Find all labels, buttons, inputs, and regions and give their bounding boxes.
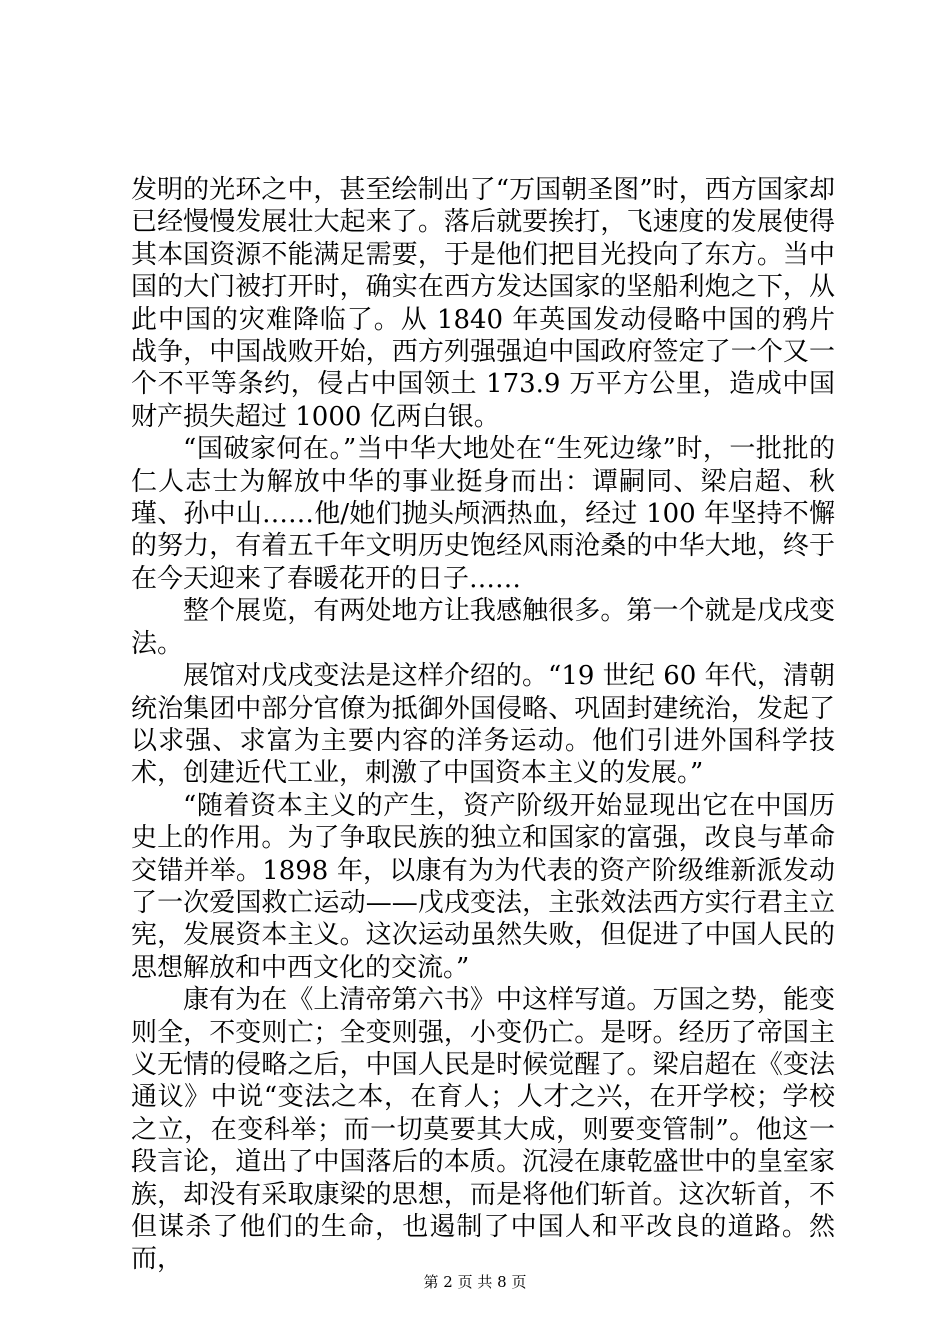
paragraph-2: “国破家何在。”当中华大地处在“生死边缘”时，一批批的仁人志士为解放中华的事业挺身而出：谭嗣同、梁启超、秋瑾、孙中山……他/她们抛头颅洒热血，经过 100 年坚持不懈的努力，有着五千年文明历史饱经风雨沧桑的中华大地，终于在今天迎来了春暖花开的日子…… bbox=[131, 434, 835, 594]
paragraph-4: 展馆对戊戌变法是这样介绍的。“19 世纪 60 年代，清朝统治集团中部分官僚为抵御外国侵略、巩固封建统治，发起了以求强、求富为主要内容的洋务运动。他们引进外国科学技术，创建近代工业，刺激了中国资本主义的发展。” bbox=[131, 661, 835, 789]
paragraph-1: 发明的光环之中，甚至绘制出了“万国朝圣图”时，西方国家却已经慢慢发展壮大起来了。落后就要挨打，飞速度的发展使得其本国资源不能满足需要，于是他们把目光投向了东方。当中国的大门被打开时，确实在西方发达国家的坚船利炮之下，从此中国的灾难降临了。从 1840 年英国发动侵略中国的鸦片战争，中国战败开始，西方列强强迫中国政府签定了一个又一个不平等条约，侵占中国领土 173.9 万平方公里，造成中国财产损失超过 1000 亿两白银。 bbox=[131, 175, 835, 432]
paragraph-6: 康有为在《上清帝第六书》中这样写道。万国之势，能变则全，不变则亡；全变则强，小变仍亡。是呀。经历了帝国主义无情的侵略之后，中国人民是时候觉醒了。梁启超在《变法通议》中说“变法之本，在育人；人才之兴，在开学校；学校之立，在变科举；而一切莫要其大成，则要变管制”。他这一段言论，道出了中国落后的本质。沉浸在康乾盛世中的皇室家族，却没有采取康梁的思想，而是将他们斩首。这次斩首，不但谋杀了他们的生命，也遏制了中国人和平改良的道路。然而， bbox=[131, 985, 835, 1275]
paragraph-5: “随着资本主义的产生，资产阶级开始显现出它在中国历史上的作用。为了争取民族的独立和国家的富强，改良与革命交错并举。1898 年，以康有为为代表的资产阶级维新派发动了一次爱国救亡运动——戊戌变法，主张效法西方实行君主立宪，发展资本主义。这次运动虽然失败，但促进了中国人民的思想解放和中西文化的交流。” bbox=[131, 790, 835, 983]
page-footer: 第 2 页 共 8 页 bbox=[423, 1273, 527, 1291]
paragraph-3: 整个展览，有两处地方让我感触很多。第一个就是戊戌变法。 bbox=[131, 596, 835, 659]
body-text bbox=[131, 174, 835, 1276]
